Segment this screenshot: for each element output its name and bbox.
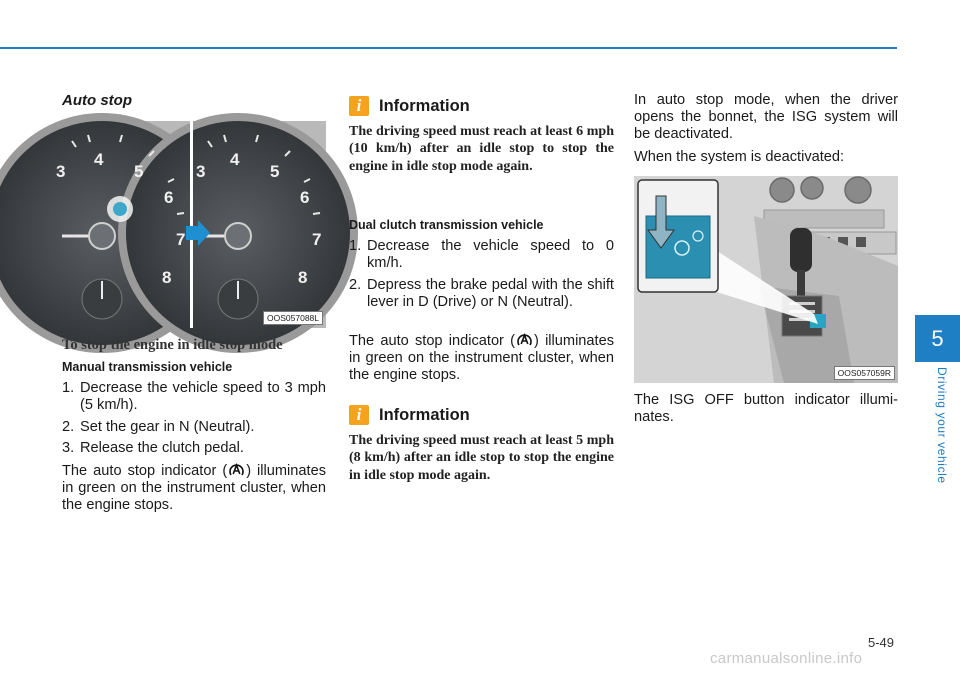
header-rule	[0, 47, 897, 49]
subheading-manual: Manual transmission vehicle	[62, 360, 233, 374]
svg-text:4: 4	[94, 150, 104, 169]
chapter-label: Driving your vehicle	[935, 367, 949, 484]
step-number: 1.	[349, 238, 362, 254]
information-text: The driving speed must reach at least 6 mph (10 km/h) after an idle stop to stop the engine in idle stop mode again.	[349, 124, 614, 174]
isg-off-button-illustration-icon	[634, 176, 898, 383]
image-caption: To stop the engine in idle stop mode	[62, 337, 283, 353]
page-number: 5-49	[868, 635, 895, 650]
paragraph-text: The auto stop indicator (	[349, 333, 515, 349]
watermark-text: carmanualsonline.info	[710, 650, 863, 667]
image-code: OOS057088L	[263, 311, 323, 325]
svg-text:5: 5	[270, 162, 280, 181]
list-item	[62, 380, 326, 414]
auto-stop-indicator-icon	[516, 332, 533, 347]
step-number: 2.	[349, 277, 362, 293]
information-title: Information	[379, 405, 470, 424]
image-code: OOS057059R	[834, 366, 895, 380]
list-item	[62, 440, 326, 457]
chapter-tab: 5	[915, 315, 960, 362]
step-number: 2.	[62, 419, 75, 435]
list-item	[349, 238, 614, 272]
paragraph-text: ) illuminates in green on the instrument cluster, when the engine stops.	[349, 333, 615, 383]
svg-text:8: 8	[162, 268, 172, 287]
section-heading: Auto stop	[62, 92, 132, 109]
isg-off-indicator-paragraph: The ISG OFF button indicator illuminates.	[634, 392, 898, 425]
list-item	[62, 419, 326, 436]
svg-text:3: 3	[196, 162, 206, 181]
step-number: 1.	[62, 380, 75, 396]
auto-stop-indicator-icon	[228, 462, 245, 477]
svg-text:4: 4	[230, 150, 240, 169]
svg-text:8: 8	[298, 268, 308, 287]
information-text: The driving speed must reach at least 5 mph (8 km/h) after an idle stop to stop the engine in idle stop mode again.	[349, 433, 614, 483]
information-icon: i	[349, 405, 369, 425]
information-icon: i	[349, 96, 369, 116]
svg-text:3: 3	[56, 162, 66, 181]
step-text: Release the clutch pedal.	[80, 440, 244, 456]
svg-text:7: 7	[312, 230, 322, 249]
step-number: 3.	[62, 440, 75, 456]
subheading-dct: Dual clutch transmission vehicle	[349, 218, 544, 232]
paragraph-text: The auto stop indicator (	[62, 463, 228, 479]
svg-text:5: 5	[134, 162, 144, 181]
instrument-cluster-image	[56, 121, 326, 328]
step-text: Depress the brake pedal with the shift lever in D (Drive) or N (Neutral).	[367, 277, 614, 310]
svg-text:6: 6	[164, 188, 174, 207]
bonnet-paragraph: In auto stop mode, when the driver opens the bonnet, the ISG system will be deactivated.	[634, 92, 898, 142]
step-text: Set the gear in N (Neutral).	[80, 419, 255, 435]
deactivated-paragraph: When the system is deactivated:	[634, 149, 845, 165]
center-console-image	[634, 176, 898, 383]
information-header	[349, 96, 470, 116]
information-title: Information	[379, 96, 470, 115]
list-item	[349, 277, 614, 311]
svg-text:6: 6	[300, 188, 310, 207]
information-header	[349, 405, 470, 425]
tachometer-illustration-icon	[56, 121, 326, 328]
auto-stop-paragraph	[62, 462, 326, 514]
svg-text:7: 7	[176, 230, 186, 249]
step-text: Decrease the vehicle speed to 3 mph (5 km/h).	[80, 380, 326, 413]
step-text: Decrease the vehicle speed to 0 km/h.	[367, 238, 614, 271]
paragraph-text: ) illuminates in green on the instrument cluster, when the engine stops.	[62, 463, 326, 513]
auto-stop-paragraph	[349, 332, 614, 384]
